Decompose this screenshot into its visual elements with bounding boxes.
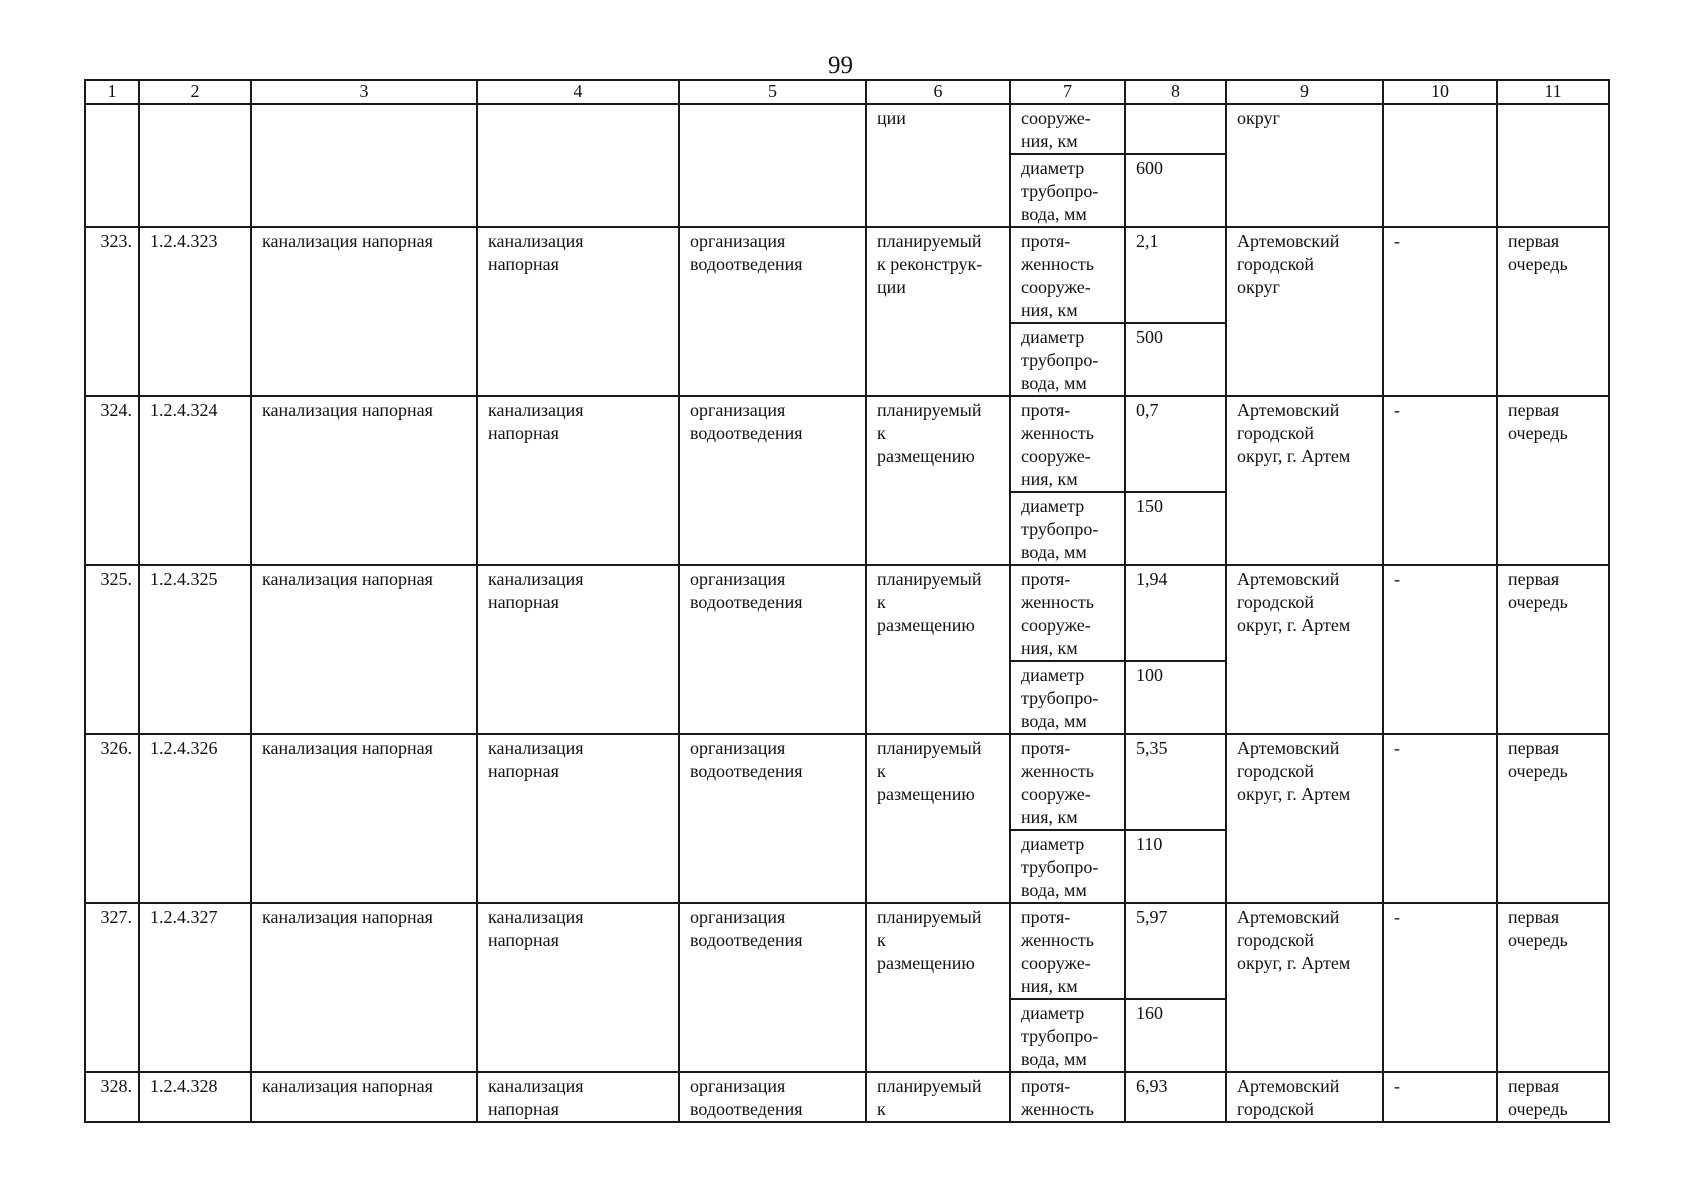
cell-purpose: организация водоотведения — [679, 565, 866, 734]
cell-status: планируемый к реконструк- ции — [866, 227, 1010, 396]
column-number: 4 — [477, 80, 679, 104]
cell-status: планируемый к — [866, 1072, 1010, 1122]
cell-purpose: организация водоотведения — [679, 227, 866, 396]
cell-empty — [251, 104, 477, 227]
cell-type: канализация напорная — [477, 734, 679, 903]
cell-empty — [679, 104, 866, 227]
cell-code: 1.2.4.326 — [139, 734, 251, 903]
cell-empty — [1497, 104, 1609, 227]
cell-code: 1.2.4.325 — [139, 565, 251, 734]
cell-col10: - — [1383, 1072, 1497, 1122]
cell-type: канализация напорная — [477, 396, 679, 565]
cell-name: канализация напорная — [251, 903, 477, 1072]
cell-parameter: диаметр трубопро- вода, мм — [1010, 999, 1125, 1072]
cell-location: Артемовский городской округ — [1226, 227, 1383, 396]
cell-value: 110 — [1125, 830, 1226, 903]
cell-stage: первая очередь — [1497, 734, 1609, 903]
cell-type: канализация напорная — [477, 227, 679, 396]
cell-status: ции — [866, 104, 1010, 227]
cell-number: 324. — [85, 396, 139, 565]
column-number: 3 — [251, 80, 477, 104]
cell-stage: первая очередь — [1497, 903, 1609, 1072]
cell-status: планируемый к размещению — [866, 565, 1010, 734]
cell-status: планируемый к размещению — [866, 903, 1010, 1072]
cell-value: 6,93 — [1125, 1072, 1226, 1122]
registry-table — [84, 79, 1610, 1123]
cell-status: планируемый к размещению — [866, 396, 1010, 565]
cell-location: Артемовский городской — [1226, 1072, 1383, 1122]
cell-value: 0,7 — [1125, 396, 1226, 492]
column-number: 8 — [1125, 80, 1226, 104]
column-number: 7 — [1010, 80, 1125, 104]
cell-code: 1.2.4.323 — [139, 227, 251, 396]
cell-parameter: протя- женность сооруже- ния, км — [1010, 734, 1125, 830]
cell-name: канализация напорная — [251, 565, 477, 734]
cell-col10: - — [1383, 565, 1497, 734]
cell-empty — [1383, 104, 1497, 227]
continued-row — [85, 104, 1609, 154]
cell-parameter: протя- женность сооруже- ния, км — [1010, 227, 1125, 323]
cell-parameter: диаметр трубопро- вода, мм — [1010, 154, 1125, 227]
cell-status: планируемый к размещению — [866, 734, 1010, 903]
cell-purpose: организация водоотведения — [679, 734, 866, 903]
cell-type: канализация напорная — [477, 565, 679, 734]
cell-value: 2,1 — [1125, 227, 1226, 323]
cell-parameter: сооруже- ния, км — [1010, 104, 1125, 154]
table-row — [85, 227, 1609, 323]
cell-parameter: диаметр трубопро- вода, мм — [1010, 661, 1125, 734]
cell-empty — [85, 104, 139, 227]
cell-stage: первая очередь — [1497, 565, 1609, 734]
cell-stage: первая очередь — [1497, 396, 1609, 565]
column-number: 10 — [1383, 80, 1497, 104]
cell-stage: первая очередь — [1497, 227, 1609, 396]
cell-purpose: организация водоотведения — [679, 1072, 866, 1122]
table-row-cut — [85, 1072, 1609, 1122]
table-row — [85, 396, 1609, 492]
cell-parameter: диаметр трубопро- вода, мм — [1010, 492, 1125, 565]
column-number-row — [85, 80, 1609, 104]
cell-empty — [477, 104, 679, 227]
cell-value: 500 — [1125, 323, 1226, 396]
column-number: 1 — [85, 80, 139, 104]
column-number: 6 — [866, 80, 1010, 104]
cell-parameter: протя- женность сооруже- ния, км — [1010, 565, 1125, 661]
table-row — [85, 734, 1609, 830]
cell-code: 1.2.4.324 — [139, 396, 251, 565]
page-number: 99 — [828, 52, 853, 79]
column-number: 9 — [1226, 80, 1383, 104]
column-number: 5 — [679, 80, 866, 104]
cell-col10: - — [1383, 396, 1497, 565]
cell-value: 150 — [1125, 492, 1226, 565]
cell-empty — [139, 104, 251, 227]
cell-location: Артемовский городской округ, г. Артем — [1226, 903, 1383, 1072]
cell-type: канализация напорная — [477, 1072, 679, 1122]
cell-purpose: организация водоотведения — [679, 903, 866, 1072]
column-number: 2 — [139, 80, 251, 104]
cell-name: канализация напорная — [251, 227, 477, 396]
cell-name: канализация напорная — [251, 396, 477, 565]
cell-col10: - — [1383, 903, 1497, 1072]
cell-location: Артемовский городской округ, г. Артем — [1226, 396, 1383, 565]
cell-number: 327. — [85, 903, 139, 1072]
cell-number: 323. — [85, 227, 139, 396]
cell-code: 1.2.4.327 — [139, 903, 251, 1072]
cell-value: 160 — [1125, 999, 1226, 1072]
cell-value: 5,35 — [1125, 734, 1226, 830]
cell-value: 100 — [1125, 661, 1226, 734]
cell-value: 600 — [1125, 154, 1226, 227]
cell-number: 325. — [85, 565, 139, 734]
cell-location: Артемовский городской округ, г. Артем — [1226, 734, 1383, 903]
cell-location: Артемовский городской округ, г. Артем — [1226, 565, 1383, 734]
cell-stage: первая очередь — [1497, 1072, 1609, 1122]
column-number: 11 — [1497, 80, 1609, 104]
cell-number: 328. — [85, 1072, 139, 1122]
cell-col10: - — [1383, 227, 1497, 396]
cell-name: канализация напорная — [251, 1072, 477, 1122]
cell-value: 5,97 — [1125, 903, 1226, 999]
cell-code: 1.2.4.328 — [139, 1072, 251, 1122]
cell-parameter: протя- женность сооруже- ния, км — [1010, 903, 1125, 999]
cell-parameter: диаметр трубопро- вода, мм — [1010, 830, 1125, 903]
cell-number: 326. — [85, 734, 139, 903]
cell-col10: - — [1383, 734, 1497, 903]
cell-type: канализация напорная — [477, 903, 679, 1072]
table-row — [85, 903, 1609, 999]
cell-location: округ — [1226, 104, 1383, 227]
cell-value — [1125, 104, 1226, 154]
cell-name: канализация напорная — [251, 734, 477, 903]
cell-value: 1,94 — [1125, 565, 1226, 661]
cell-parameter: диаметр трубопро- вода, мм — [1010, 323, 1125, 396]
cell-purpose: организация водоотведения — [679, 396, 866, 565]
cell-parameter: протя- женность сооруже- ния, км — [1010, 396, 1125, 492]
cell-parameter: протя- женность — [1010, 1072, 1125, 1122]
table-row — [85, 565, 1609, 661]
